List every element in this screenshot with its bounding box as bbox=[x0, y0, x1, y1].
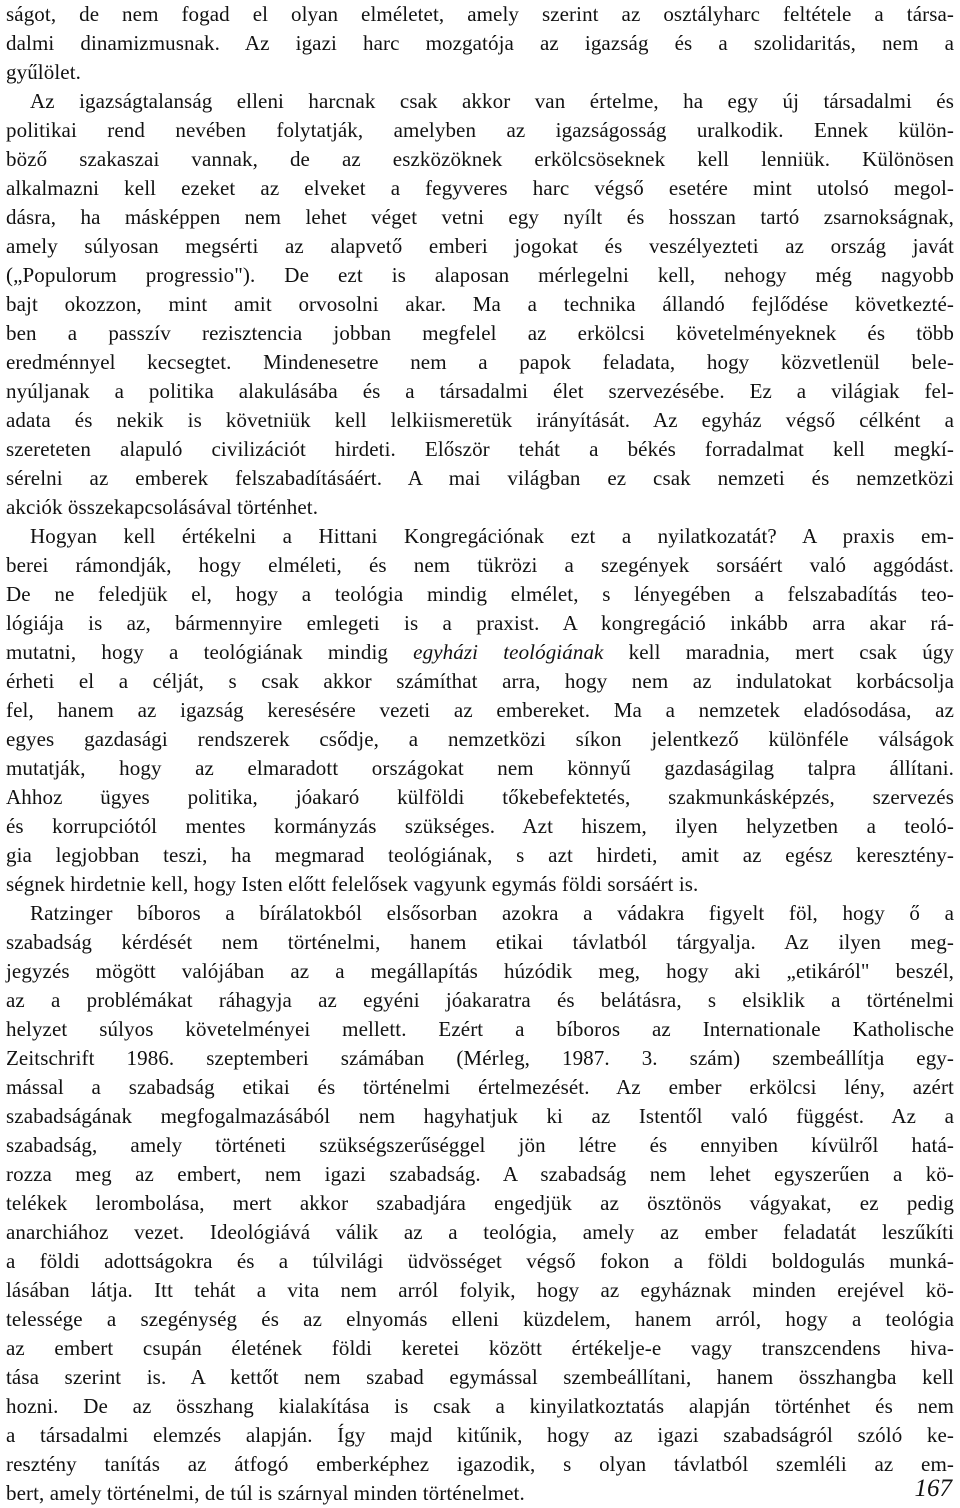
text-line: bajt okozzon, mint amit orvosolni akar. Ma a technika állandó fejlődése következté- bbox=[6, 292, 954, 316]
text-line: Ratzinger bíboros a bírálatokból elsősorban azokra a vádakra figyelt föl, hogy ő a bbox=[30, 901, 954, 925]
text-line: Zeitschrift 1986. szeptemberi számában (Mérleg, 1987. 3. szám) szembeállítja egy- bbox=[6, 1046, 954, 1070]
text-line: Ahhoz ügyes politika, jóakaró külföldi tőkebefektetés, szakmunkásképzés, szervezés bbox=[6, 785, 954, 809]
text-line: az embert csupán életének földi keretei között értékelje-e vagy transzcendens hiva- bbox=[6, 1336, 954, 1360]
text-line: ságot, de nem fogad el olyan elméletet, amely szerint az osztályharc feltétele a társa- bbox=[6, 2, 954, 26]
text-line: böző szakaszai vannak, de az eszközöknek erkölcsöseknek kell lenniük. Különösen bbox=[6, 147, 954, 171]
text-line: De ne feledjük el, hogy a teológia mindig elmélet, s lényegében a felszabadítás teo- bbox=[6, 582, 954, 606]
text-line: ben a passzív rezisztencia jobban megfelel az erkölcsi követelményeknek és több bbox=[6, 321, 954, 345]
text-line: akciók összekapcsolásával történhet. bbox=[6, 495, 319, 519]
text-line: telessége a szegénység és az elnyomás elleni küzdelem, hanem arról, hogy a teológia bbox=[6, 1307, 954, 1331]
text-line: alkalmazni kell ezeket az elveket a fegyveres harc végső esetére mint utolsó megol- bbox=[6, 176, 954, 200]
text-line: gyűlölet. bbox=[6, 60, 81, 84]
text-line: lógiája is az, bármennyire emlegeti is a praxist. A kongregáció inkább arra akar rá- bbox=[6, 611, 954, 635]
text-line: mutatják, hogy az elmaradott országokat nem könnyű gazdaságilag talpra állítani. bbox=[6, 756, 954, 780]
text-line: berei rámondják, hogy elméleti, és nem tükrözi a szegények sorsáért való aggódást. bbox=[6, 553, 954, 577]
text-line: Hogyan kell értékelni a Hittani Kongregációnak ezt a nyilatkozatát? A praxis em- bbox=[30, 524, 954, 548]
body-text bbox=[6, 0, 954, 1508]
text-line: eredménnyel kecsegtet. Mindenesetre nem a papok feladata, hogy közvetlenül bele- bbox=[6, 350, 954, 374]
text-line: dásra, ha másképpen nem lehet véget vetni egy nyílt és hosszan tartó zsarnokságnak, bbox=[6, 205, 954, 229]
text-line: mással a szabadság etikai és történelmi értelmezését. Az ember erkölcsi lény, azért bbox=[6, 1075, 954, 1099]
text-line: adata és nekik is követniük kell lelkiismeretük irányítását. Az egyház végső célként a bbox=[6, 408, 954, 432]
text-line: a földi adottságokra és a túlvilági üdvösséget végső fokon a földi boldogulás munká- bbox=[6, 1249, 954, 1273]
text-line: telékek lerombolása, mert akkor szabadjára engedjük az ösztönös vágyakat, ez pedig bbox=[6, 1191, 954, 1215]
text-line: érheti el a célját, s csak akkor számíthat arra, hogy nem az indulatokat korbácsolja bbox=[6, 669, 954, 693]
text-line: szabadságának megfogalmazásából nem hagyhatjuk ki az Istentől való függést. Az a bbox=[6, 1104, 954, 1128]
text-line: jegyzés mögött valójában az a megállapítás húzódik meg, hogy aki „etikáról" beszél, bbox=[6, 959, 954, 983]
page-number: 167 bbox=[914, 1475, 952, 1502]
text-line: és korrupciótól mentes kormányzás szükséges. Azt hiszem, ilyen helyzetben a teoló- bbox=[6, 814, 954, 838]
emphasis: egyházi teológiának bbox=[413, 640, 604, 664]
text-line: Az igazságtalanság elleni harcnak csak akkor van értelme, ha egy új társadalmi és bbox=[30, 89, 954, 113]
text-line: nyúljanak a politika alakulásába és a társadalmi élet szervezésébe. Ez a világiak fel- bbox=[6, 379, 954, 403]
text-line: fel, hanem az igazság keresésére vezeti az embereket. Ma a nemzetek eladósodása, az bbox=[6, 698, 954, 722]
text-line: szereteten alapuló civilizációt hirdeti. Először tehát a békés forradalmat kell megkí- bbox=[6, 437, 954, 461]
text-line: lásában látja. Itt tehát a vita nem arról folyik, hogy az egyháznak minden erejével kö- bbox=[6, 1278, 954, 1302]
text-line: dalmi dinamizmusnak. Az igazi harc mozgatója az igazság és a szolidaritás, nem a bbox=[6, 31, 954, 55]
text-line: bert, amely történelmi, de túl is szárnyal minden történelmet. bbox=[6, 1481, 525, 1505]
text-line: ségnek hirdetnie kell, hogy Isten előtt felelősek vagyunk egymás földi sorsáért is. bbox=[6, 872, 699, 896]
text-line: egyes gazdasági rendszerek csődje, a nemzetközi síkon jelentkező különféle válságok bbox=[6, 727, 954, 751]
text-line: gia legjobban teszi, ha megmarad teológiának, s azt hirdeti, amit az egész keresztény- bbox=[6, 843, 954, 867]
text-line: szabadság, amely történeti szükségszerűséggel jön létre és ennyiben kívülről hatá- bbox=[6, 1133, 954, 1157]
text-line: anarchiához vezet. Ideológiává válik az a teológia, amely az ember feladatát leszűkíti bbox=[6, 1220, 954, 1244]
text-line: helyzet súlyos követelményei mellett. Ezért a bíboros az Internationale Katholische bbox=[6, 1017, 954, 1041]
text-line: a társadalmi elemzés alapján. Így majd kitűnik, hogy az igazi szabadságról szóló ke- bbox=[6, 1423, 954, 1447]
text-line: sérelni az emberek felszabadításáért. A mai világban ez csak nemzeti és nemzetközi bbox=[6, 466, 954, 490]
text-line: az a problémákat ráhagyja az egyéni jóakaratra és belátásra, s elsiklik a történelmi bbox=[6, 988, 954, 1012]
text-line: resztény tanítás az átfogó emberképhez igazodik, s olyan távlatból szemléli az em- bbox=[6, 1452, 954, 1476]
text-line: hozni. De az összhang kialakítása is csak a kinyilatkoztatás alapján történhet és nem bbox=[6, 1394, 954, 1418]
text-line: („Populorum progressio"). De ezt is alaposan mérlegelni kell, nehogy még nagyobb bbox=[6, 263, 954, 287]
text-line: tása szerint is. A kettőt nem szabad egymással szembeállítani, hanem összhangba kell bbox=[6, 1365, 954, 1389]
text-line: amely súlyosan megsérti az alapvető emberi jogokat és veszélyezteti az ország javát bbox=[6, 234, 954, 258]
text-line: szabadság kérdését nem történelmi, hanem etikai távlatból tárgyalja. Az ilyen meg- bbox=[6, 930, 954, 954]
text-line: politikai rend nevében folytatják, amelyben az igazságosság uralkodik. Ennek külön- bbox=[6, 118, 954, 142]
text-line: rozza meg az embert, nem igazi szabadság. A szabadság nem lehet egyszerűen a kö- bbox=[6, 1162, 954, 1186]
text-line: mutatni, hogy a teológiának mindig egyházi teológiának kell maradnia, mert csak úgy bbox=[6, 640, 954, 664]
